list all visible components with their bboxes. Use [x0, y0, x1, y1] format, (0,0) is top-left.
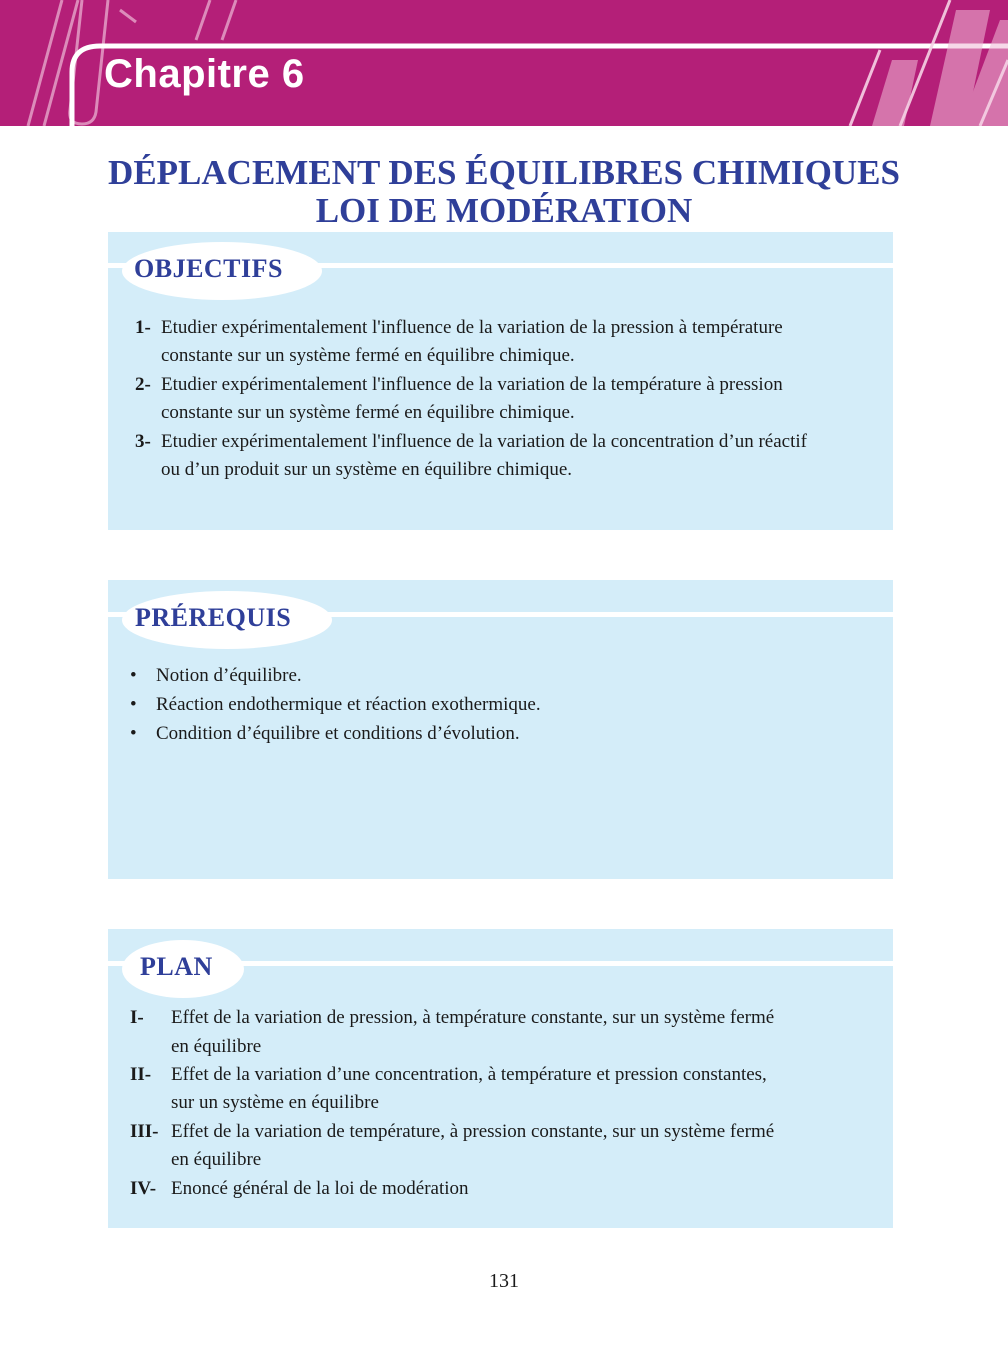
plan-box — [108, 929, 893, 1228]
chapter-title: Chapitre 6 — [104, 52, 305, 96]
prerequisite-item: Notion d’équilibre. — [156, 665, 302, 686]
plan-line: en équilibre — [171, 1149, 262, 1170]
objective-line: Etudier expérimentalement l'influence de la variation de la pression à température — [161, 317, 783, 338]
objective-line: ou d’un produit sur un système en équilibre chimique. — [161, 459, 573, 480]
chapter-banner — [0, 0, 1008, 126]
objective-line: Etudier expérimentalement l'influence de la variation de la température à pression — [161, 374, 783, 395]
bullet: • — [130, 694, 137, 715]
objective-line: Etudier expérimentalement l'influence de la variation de la concentration d’un réactif — [161, 431, 807, 452]
page-subtitle: LOI DE MODÉRATION — [315, 191, 693, 230]
objective-number: 2- — [135, 374, 151, 395]
plan-number: III- — [130, 1121, 159, 1142]
objectives-heading: OBJECTIFS — [134, 254, 283, 283]
plan-line: Effet de la variation de pression, à température constante, sur un système fermé — [171, 1007, 775, 1028]
plan-number: IV- — [130, 1178, 157, 1199]
prerequisites-heading: PRÉREQUIS — [135, 603, 292, 632]
plan-line: en équilibre — [171, 1036, 262, 1057]
bullet: • — [130, 723, 137, 744]
page-title: DÉPLACEMENT DES ÉQUILIBRES CHIMIQUES — [108, 153, 900, 192]
page-number: 131 — [489, 1270, 519, 1292]
bullet: • — [130, 665, 137, 686]
objectives-box — [108, 232, 893, 530]
prerequisites-box — [108, 580, 893, 879]
objective-number: 3- — [135, 431, 151, 452]
prerequisite-item: Condition d’équilibre et conditions d’évolution. — [156, 723, 520, 744]
plan-heading: PLAN — [140, 952, 213, 981]
plan-number: I- — [130, 1007, 144, 1028]
objective-number: 1- — [135, 317, 151, 338]
plan-line: Effet de la variation de température, à pression constante, sur un système fermé — [171, 1121, 775, 1142]
plan-number: II- — [130, 1064, 152, 1085]
plan-line: Enoncé général de la loi de modération — [171, 1178, 469, 1199]
prerequisite-item: Réaction endothermique et réaction exothermique. — [156, 694, 541, 715]
plan-line: Effet de la variation d’une concentration, à température et pression constantes, — [171, 1064, 767, 1085]
objective-line: constante sur un système fermé en équilibre chimique. — [161, 402, 575, 423]
plan-line: sur un système en équilibre — [171, 1092, 379, 1113]
objective-line: constante sur un système fermé en équilibre chimique. — [161, 345, 575, 366]
